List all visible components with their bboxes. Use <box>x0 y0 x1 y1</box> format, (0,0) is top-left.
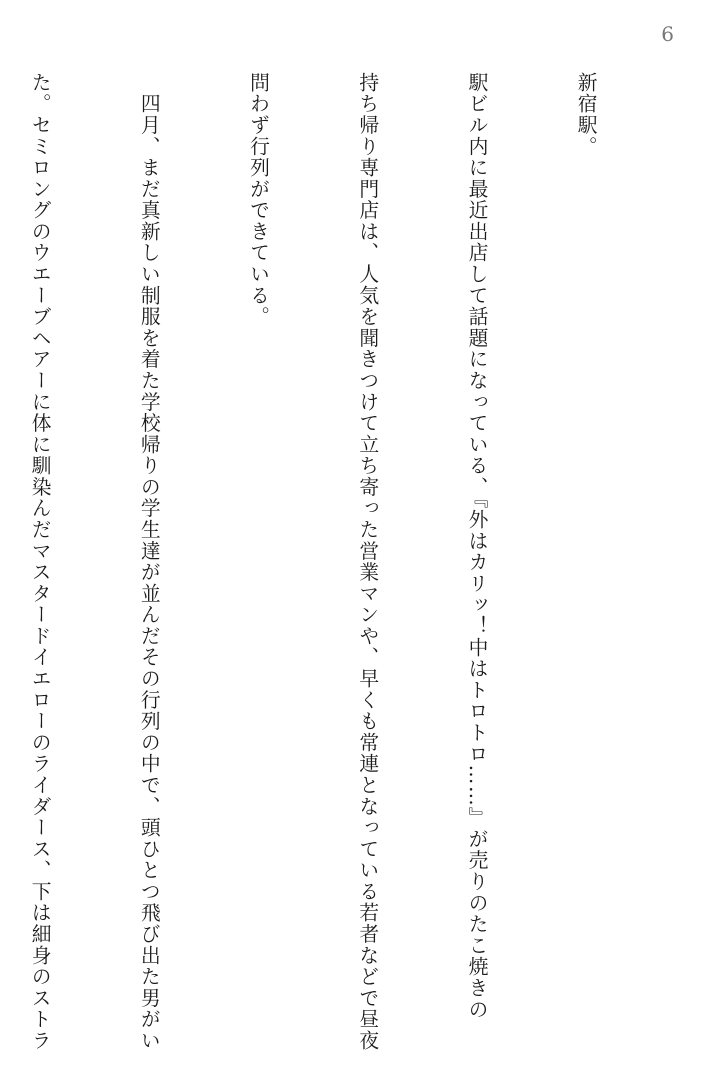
text-line: 問わず行列ができている。 <box>246 72 270 328</box>
text-line: 駅ビル内に最近出店して話題になっている、『外はカリッ！中はトロトロ……』が売りのたこ焼きの <box>464 72 488 1021</box>
text-line: 四月、まだ真新しい制服を着た学校帰りの学生達が並んだその行列の中で、頭ひとつ飛び出た男がい <box>137 72 161 1052</box>
text-line: 持ち帰り専門店は、人気を聞きつけて立ち寄った営業マンや、早くも常連となっている若者などで昼夜 <box>355 72 379 1052</box>
page-number: 6 <box>661 22 674 46</box>
text-line: 新宿駅。 <box>574 72 598 158</box>
text-line: た。セミロングのウエーブヘアーに体に馴染んだマスタードイエローのライダース、下は細身のストラ <box>28 72 52 1052</box>
novel-text <box>0 72 676 1052</box>
